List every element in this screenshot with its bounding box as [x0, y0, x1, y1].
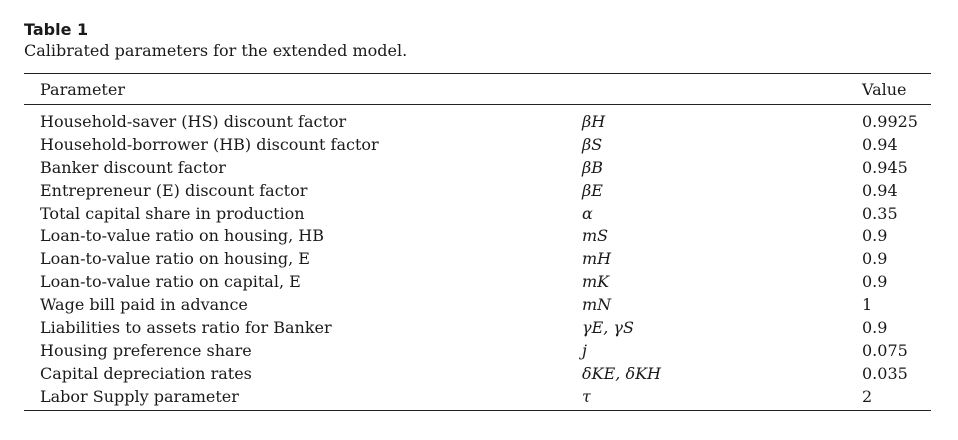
parameter-name: Loan-to-value ratio on capital, E [40, 272, 301, 292]
parameter-symbol: βS [582, 134, 603, 154]
parameter-symbol: βH [582, 112, 606, 131]
parameter-value: 0.9925 [862, 112, 918, 131]
table-row [0, 180, 958, 203]
parameter-value: 0.94 [862, 134, 898, 154]
parameter-name: Housing preference share [40, 340, 252, 360]
parameter-value: 0.035 [862, 363, 908, 383]
parameter-symbol: α [582, 203, 593, 223]
table-body [0, 111, 958, 409]
table-bottom-rule [24, 410, 931, 411]
parameter-symbol: βE [582, 180, 603, 200]
table-row [0, 134, 958, 157]
parameter-value: 0.945 [862, 157, 908, 177]
parameter-value: 0.94 [862, 180, 898, 200]
parameter-name: Capital depreciation rates [40, 363, 252, 383]
parameter-symbol: mH [582, 249, 612, 269]
parameter-value: 0.9 [862, 249, 888, 269]
parameter-value: 0.9 [862, 272, 888, 292]
parameter-symbol: mN [582, 295, 612, 315]
table-row [0, 271, 958, 294]
parameter-name: Loan-to-value ratio on housing, E [40, 249, 310, 269]
parameter-value: 0.9 [862, 318, 888, 338]
table-row [0, 203, 958, 226]
table-row [0, 317, 958, 340]
table-row [0, 248, 958, 271]
parameter-name: Total capital share in production [40, 203, 305, 223]
parameter-value: 0.35 [862, 203, 898, 223]
table-row [0, 340, 958, 363]
table-caption: Calibrated parameters for the extended model. [24, 41, 408, 60]
parameter-symbol: βB [582, 157, 604, 177]
header-value: Value [862, 80, 907, 99]
parameter-value: 2 [862, 386, 873, 406]
parameter-value: 1 [862, 295, 873, 315]
parameter-name: Loan-to-value ratio on housing, HB [40, 226, 325, 246]
table-row [0, 157, 958, 180]
parameter-symbol: mK [582, 272, 610, 292]
table-row [0, 363, 958, 386]
parameter-symbol: γE, γS [582, 318, 634, 338]
parameter-name: Banker discount factor [40, 157, 226, 177]
parameter-name: Liabilities to assets ratio for Banker [40, 318, 332, 338]
table-row [0, 294, 958, 317]
parameter-name: Labor Supply parameter [40, 386, 239, 406]
parameter-symbol: mS [582, 226, 609, 246]
parameter-name: Household-saver (HS) discount factor [40, 112, 347, 131]
table-row [0, 386, 958, 409]
parameter-symbol: τ [582, 386, 591, 406]
table-header-rule [24, 104, 931, 105]
table-label: Table 1 [24, 20, 89, 39]
header-parameter: Parameter [40, 80, 125, 99]
parameter-name: Wage bill paid in advance [40, 295, 248, 315]
table-top-rule [24, 73, 931, 74]
parameter-value: 0.9 [862, 226, 888, 246]
parameter-name: Entrepreneur (E) discount factor [40, 180, 308, 200]
parameter-value: 0.075 [862, 340, 908, 360]
table-row [0, 225, 958, 248]
table-row [0, 111, 958, 134]
parameter-name: Household-borrower (HB) discount factor [40, 134, 379, 154]
parameter-symbol: δKE, δKH [582, 363, 661, 383]
parameter-symbol: j [582, 340, 587, 360]
table-caption-block [24, 20, 407, 62]
